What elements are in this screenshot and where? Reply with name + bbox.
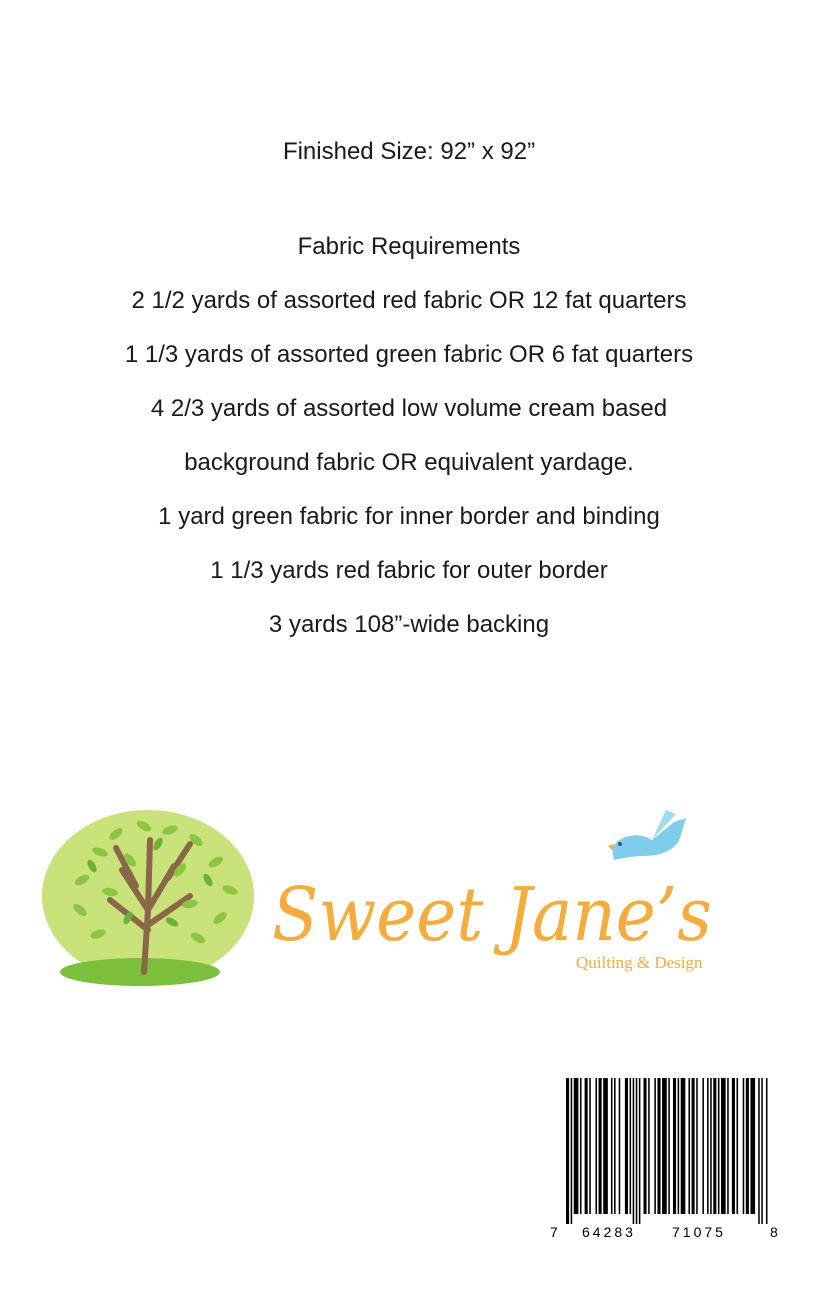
barcode-bar (603, 1078, 608, 1214)
bluebird-icon (608, 810, 686, 860)
barcode-bar (654, 1078, 656, 1214)
barcode-bar (585, 1078, 588, 1214)
barcode-bar (688, 1078, 690, 1214)
barcode-bar (758, 1078, 760, 1224)
requirement-line: 4 2/3 yards of assorted low volume cream based (150, 395, 668, 422)
barcode-bar (692, 1078, 695, 1214)
barcode-bar (727, 1078, 729, 1214)
barcode-bar (566, 1078, 569, 1224)
barcode-digits (548, 1224, 780, 1244)
tree-icon (42, 810, 254, 986)
barcode-digit-last: 8 (770, 1224, 778, 1240)
requirement-line: 3 yards 108”-wide backing (268, 611, 550, 638)
barcode-bar (625, 1078, 628, 1214)
barcode-bar (766, 1078, 768, 1224)
pattern-info (0, 128, 818, 652)
barcode-bar (639, 1078, 641, 1224)
fabric-requirements-heading: Fabric Requirements (297, 233, 521, 260)
finished-size: Finished Size: 92” x 92” (282, 138, 536, 165)
requirement-line: background fabric OR equivalent yardage. (184, 449, 634, 476)
barcode-digit-first: 7 (550, 1224, 558, 1240)
barcode-bar (668, 1078, 670, 1214)
sweet-janes-logo (40, 800, 740, 990)
barcode-bar (589, 1078, 591, 1214)
barcode-bar (580, 1078, 582, 1214)
barcode-bar (574, 1078, 579, 1214)
barcode-bar (718, 1078, 720, 1214)
barcode-bar (673, 1078, 676, 1214)
barcode-bar (721, 1078, 726, 1214)
requirement-line: 1 yard green fabric for inner border and binding (158, 503, 660, 530)
barcode-bar (571, 1078, 573, 1224)
barcode-bar (611, 1078, 613, 1214)
barcode-digits-left: 64283 (582, 1224, 636, 1240)
barcode-bar (713, 1078, 716, 1214)
barcode-bar (746, 1078, 749, 1214)
barcode-bar (619, 1078, 621, 1214)
barcode-bar (599, 1078, 602, 1214)
barcode-bar (636, 1078, 638, 1224)
barcode-bar (657, 1078, 660, 1214)
barcode-bar (732, 1078, 735, 1214)
barcode-bar (681, 1078, 686, 1214)
barcode-bar (648, 1078, 650, 1214)
barcode-bar (595, 1078, 597, 1214)
barcode-bar (696, 1078, 698, 1214)
barcode-bar (707, 1078, 709, 1214)
barcode-bar (702, 1078, 704, 1214)
barcode-bar (750, 1078, 755, 1214)
barcode-bars (548, 1078, 780, 1224)
barcode-bar (737, 1078, 739, 1214)
barcode (548, 1078, 780, 1248)
barcode-bar (644, 1078, 647, 1214)
brand-tagline: Quilting & Design (576, 953, 703, 972)
barcode-bar (662, 1078, 667, 1214)
requirement-line: 1 1/3 yards of assorted green fabric OR 6 fat quarters (124, 341, 694, 368)
barcode-bar (678, 1078, 680, 1214)
barcode-bar (633, 1078, 635, 1224)
requirement-line: 2 1/2 yards of assorted red fabric OR 12 fat quarters (131, 287, 687, 314)
barcode-bar (630, 1078, 632, 1214)
requirement-line: 1 1/3 yards red fabric for outer border (210, 557, 608, 584)
barcode-bar (743, 1078, 745, 1214)
brand-name: Sweet Jane’s (272, 872, 712, 958)
barcode-bar (761, 1078, 763, 1224)
barcode-bar (710, 1078, 712, 1214)
barcode-digits-right: 71075 (672, 1224, 726, 1240)
fabric-requirements-list (0, 274, 818, 652)
barcode-bar (614, 1078, 616, 1214)
